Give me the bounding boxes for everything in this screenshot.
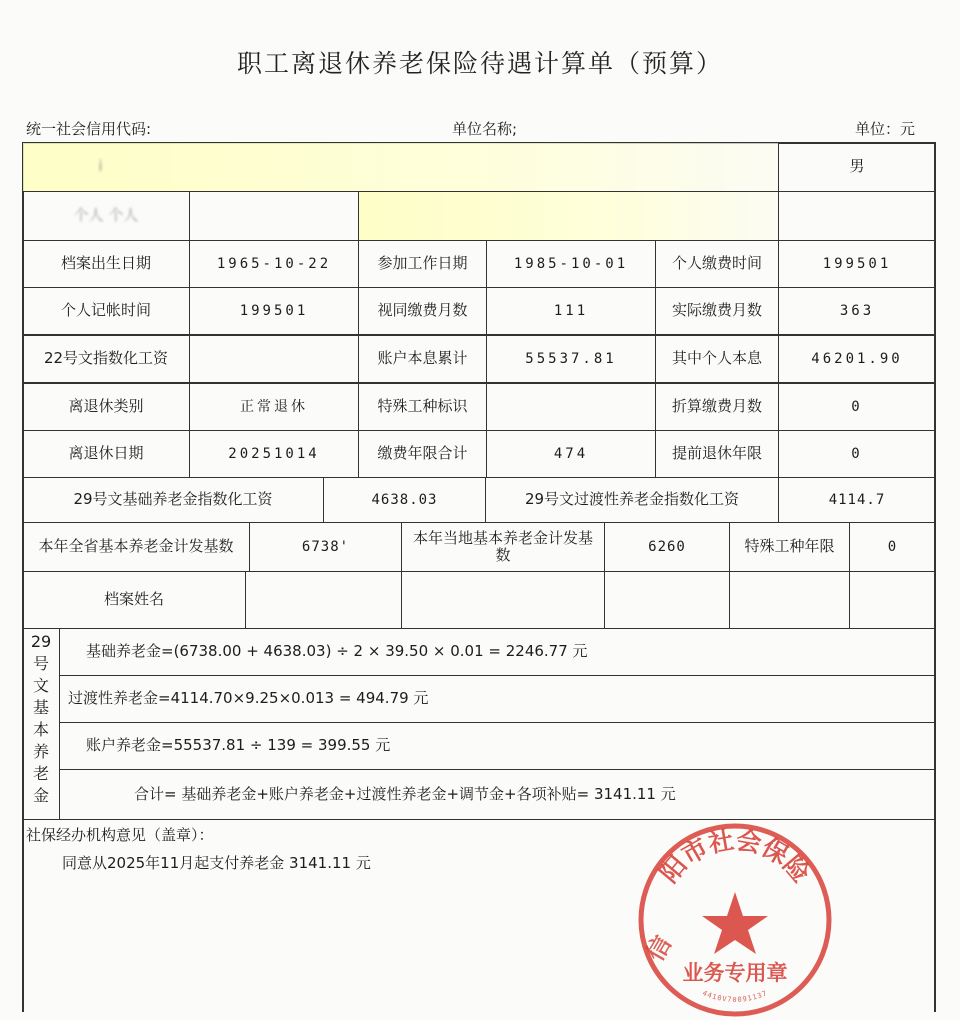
svg-text:阳市社会保险 [654,825,815,888]
obscured-name-cell [22,142,779,192]
grid-label-r1-c5: 个人缴费时间 [655,240,779,288]
grid-label-r2-c5: 实际缴费月数 [655,287,779,335]
grid-value-r2-c2: 199501 [189,287,359,335]
grid-value-r1-c4: 1985-10-01 [486,240,656,288]
grid-value-r4-c2: 正常退休 [189,383,359,431]
seal-bottom-text: 业务专用章 [682,961,788,985]
basic-indexed-wage-label: 29号文基础养老金指数化工资 [22,477,324,523]
basic-indexed-wage-value: 4638.03 [323,477,486,523]
special-years-value: 0 [849,522,936,572]
grid-value-r3-c4: 55537.81 [486,335,656,383]
credit-code-label: 统一社会信用代码: [26,120,152,138]
side-label-char: 老 [32,764,49,783]
obscured-label-cell [22,191,190,241]
local-base-label: 本年当地基本养老金计发基数 [401,522,605,572]
row2-blank-cell [778,191,936,241]
transition-pension-formula: 过渡性养老金=4114.70×9.25×0.013 = 494.79 元 [59,675,936,723]
svg-text:4410V70091137 [701,989,768,1004]
grid-label-r5-c1: 离退休日期 [22,430,190,478]
grid-label-r4-c3: 特殊工种标识 [358,383,487,431]
account-pension-formula: 账户养老金=55537.81 ÷ 139 = 399.55 元 [59,722,936,770]
obscured-value-cell [189,191,359,241]
side-label-char: 29 [30,632,52,651]
opinion-text: 同意从2025年11月起支付养老金 3141.11 元 [62,854,371,872]
grid-label-r1-c3: 参加工作日期 [358,240,487,288]
side-label-char: 基 [32,698,49,717]
star-icon [702,892,768,954]
grid-value-r1-c2: 1965-10-22 [189,240,359,288]
official-seal [635,820,835,1020]
province-base-value: 6738' [249,522,402,572]
grid-label-r5-c3: 缴费年限合计 [358,430,487,478]
seal-serial: 4410V70091137 [701,989,769,1004]
grid-value-r1-c6: 199501 [778,240,936,288]
grid-label-r2-c3: 视同缴费月数 [358,287,487,335]
side-label-char: 金 [32,786,49,805]
grid-label-r3-c5: 其中个人本息 [655,335,779,383]
grid-value-r5-c6: 0 [778,430,936,478]
transition-indexed-wage-value: 4114.7 [778,477,936,523]
province-base-label: 本年全省基本养老金计发基数 [22,522,250,572]
grid-value-r4-c4 [486,383,656,431]
side-label-char: 文 [32,676,49,695]
local-base-value: 6260 [604,522,730,572]
grid-value-r2-c6: 363 [778,287,936,335]
archive-name-label: 档案姓名 [22,571,246,629]
archive-blank-2 [401,571,605,629]
grid-value-r3-c6: 46201.90 [778,335,936,383]
grid-label-r3-c1: 22号文指数化工资 [22,335,190,383]
obscured-label-text: 个人 个人 [73,206,139,225]
seal-left-char: 信 [640,931,678,966]
archive-blank-3 [604,571,730,629]
obscured-name-text: i [98,157,103,176]
gender-cell: 男 [778,142,936,192]
grid-label-r3-c3: 账户本息累计 [358,335,487,383]
side-label-char: 号 [32,654,49,673]
currency-unit-label: 单位：元 [855,120,916,138]
side-label-char: 本 [32,720,49,739]
grid-value-r3-c2 [189,335,359,383]
grid-label-r4-c1: 离退休类别 [22,383,190,431]
grid-label-r5-c5: 提前退休年限 [655,430,779,478]
grid-value-r4-c6: 0 [778,383,936,431]
unit-name-label: 单位名称; [452,120,518,138]
grid-label-r1-c1: 档案出生日期 [22,240,190,288]
grid-value-r2-c4: 111 [486,287,656,335]
seal-top-text: 阳市社会保险 [654,825,816,889]
side-label-char: 养 [32,742,49,761]
document-title: 职工离退休养老保险待遇计算单（预算） [236,49,723,78]
grid-label-r4-c5: 折算缴费月数 [655,383,779,431]
grid-value-r5-c4: 474 [486,430,656,478]
calc-side-label [22,628,60,820]
total-pension-formula: 合计= 基础养老金+账户养老金+过渡性养老金+调节金+各项补贴= 3141.11 元 [59,769,936,820]
transition-indexed-wage-label: 29号文过渡性养老金指数化工资 [485,477,779,523]
grid-label-r2-c1: 个人记帐时间 [22,287,190,335]
basic-pension-formula: 基础养老金=(6738.00 + 4638.03) ÷ 2 × 39.50 × 0.01 = 2246.77 元 [59,628,936,676]
archive-blank-4 [729,571,850,629]
archive-blank-5 [849,571,936,629]
archive-blank-1 [245,571,402,629]
obscured-wide-cell [358,191,779,241]
grid-value-r5-c2: 20251014 [189,430,359,478]
opinion-label: 社保经办机构意见（盖章）： [26,826,214,844]
special-years-label: 特殊工种年限 [729,522,850,572]
